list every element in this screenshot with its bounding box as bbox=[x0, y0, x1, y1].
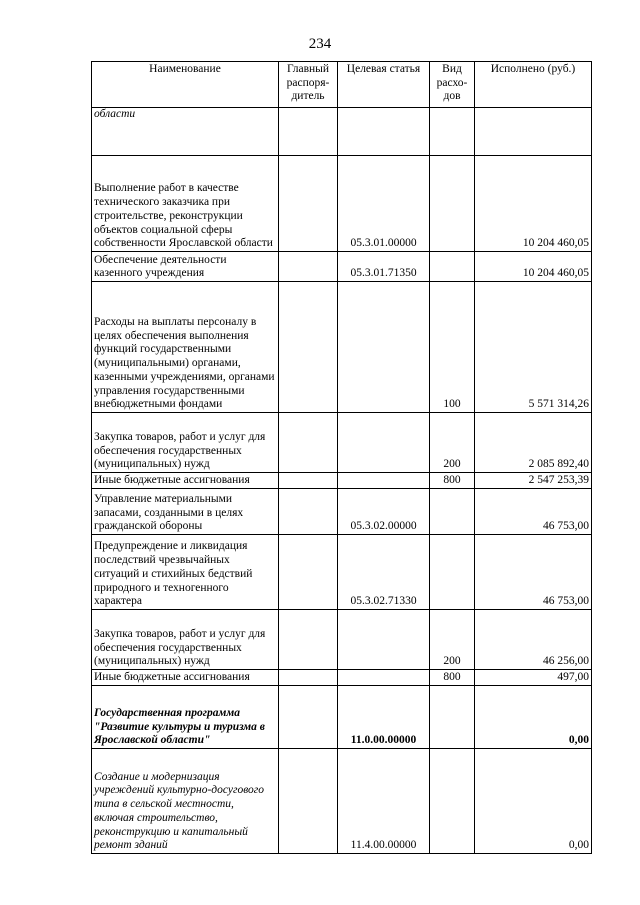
row-type: 200 bbox=[430, 413, 475, 473]
row-type bbox=[430, 686, 475, 749]
table-row bbox=[92, 413, 592, 473]
row-amount: 0,00 bbox=[475, 749, 592, 854]
row-name: Государственная программа "Развитие культуры и туризма в Ярославской области" bbox=[92, 686, 279, 749]
row-amount: 2 547 253,39 bbox=[475, 473, 592, 489]
row-amount: 5 571 314,26 bbox=[475, 282, 592, 413]
row-target: 05.3.01.71350 bbox=[338, 252, 430, 282]
table-row bbox=[92, 489, 592, 535]
table-row bbox=[92, 610, 592, 670]
row-amount: 0,00 bbox=[475, 686, 592, 749]
row-admin bbox=[279, 686, 338, 749]
header-name: Наименование bbox=[92, 62, 279, 108]
row-admin bbox=[279, 535, 338, 610]
row-name: Иные бюджетные ассигнования bbox=[92, 670, 279, 686]
row-type bbox=[430, 489, 475, 535]
header-amount: Исполнено (руб.) bbox=[475, 62, 592, 108]
table-row bbox=[92, 535, 592, 610]
row-admin bbox=[279, 108, 338, 156]
table-row bbox=[92, 156, 592, 252]
row-type: 100 bbox=[430, 282, 475, 413]
row-target: 05.3.02.71330 bbox=[338, 535, 430, 610]
row-type bbox=[430, 108, 475, 156]
table-row bbox=[92, 252, 592, 282]
row-type: 800 bbox=[430, 473, 475, 489]
row-type bbox=[430, 252, 475, 282]
row-admin bbox=[279, 749, 338, 854]
row-target: 05.3.02.00000 bbox=[338, 489, 430, 535]
row-admin bbox=[279, 473, 338, 489]
row-name: Иные бюджетные ассигнования bbox=[92, 473, 279, 489]
row-type: 800 bbox=[430, 670, 475, 686]
row-target bbox=[338, 473, 430, 489]
row-admin bbox=[279, 489, 338, 535]
row-target bbox=[338, 413, 430, 473]
table-row bbox=[92, 686, 592, 749]
row-name: Закупка товаров, работ и услуг для обеспечения государственных (муниципальных) нужд bbox=[92, 610, 279, 670]
row-target bbox=[338, 282, 430, 413]
row-name: Обеспечение деятельности казенного учреждения bbox=[92, 252, 279, 282]
row-admin bbox=[279, 282, 338, 413]
row-admin bbox=[279, 610, 338, 670]
row-amount bbox=[475, 108, 592, 156]
row-name: Предупреждение и ликвидация последствий чрезвычайных ситуаций и стихийных бедствий природного и техногенного характера bbox=[92, 535, 279, 610]
row-target: 11.0.00.00000 bbox=[338, 686, 430, 749]
budget-table bbox=[91, 61, 592, 854]
row-admin bbox=[279, 670, 338, 686]
row-target bbox=[338, 610, 430, 670]
row-name: области bbox=[92, 108, 279, 156]
row-name: Закупка товаров, работ и услуг для обеспечения государственных (муниципальных) нужд bbox=[92, 413, 279, 473]
row-type bbox=[430, 156, 475, 252]
row-amount: 46 753,00 bbox=[475, 489, 592, 535]
row-amount: 46 753,00 bbox=[475, 535, 592, 610]
row-type bbox=[430, 535, 475, 610]
row-name: Выполнение работ в качестве технического заказчика при строительстве, реконструкции объектов социальной сферы собственности Ярославской области bbox=[92, 156, 279, 252]
row-amount: 2 085 892,40 bbox=[475, 413, 592, 473]
header-type: Вид расхо-дов bbox=[430, 62, 475, 108]
table-row bbox=[92, 282, 592, 413]
row-target bbox=[338, 670, 430, 686]
header-target: Целевая статья bbox=[338, 62, 430, 108]
row-type: 200 bbox=[430, 610, 475, 670]
row-amount: 497,00 bbox=[475, 670, 592, 686]
row-admin bbox=[279, 413, 338, 473]
row-amount: 10 204 460,05 bbox=[475, 156, 592, 252]
table-header bbox=[92, 62, 592, 108]
row-type bbox=[430, 749, 475, 854]
row-amount: 46 256,00 bbox=[475, 610, 592, 670]
row-target: 05.3.01.00000 bbox=[338, 156, 430, 252]
header-admin: Главный распоря-дитель bbox=[279, 62, 338, 108]
row-amount: 10 204 460,05 bbox=[475, 252, 592, 282]
row-target: 11.4.00.00000 bbox=[338, 749, 430, 854]
table-row bbox=[92, 108, 592, 156]
table-row bbox=[92, 749, 592, 854]
table-row bbox=[92, 473, 592, 489]
row-name: Создание и модернизация учреждений культурно-досугового типа в сельской местности, включая строительство, реконструкцию и капитальный ремонт зданий bbox=[92, 749, 279, 854]
row-admin bbox=[279, 252, 338, 282]
page-number: 234 bbox=[308, 36, 332, 52]
table-row bbox=[92, 670, 592, 686]
row-admin bbox=[279, 156, 338, 252]
row-name: Управление материальными запасами, созданными в целях гражданской обороны bbox=[92, 489, 279, 535]
row-target bbox=[338, 108, 430, 156]
row-name: Расходы на выплаты персоналу в целях обеспечения выполнения функций государственными (муниципальными) органами, казенными учреждениями, органами управления государственными внебюджетными фондами bbox=[92, 282, 279, 413]
